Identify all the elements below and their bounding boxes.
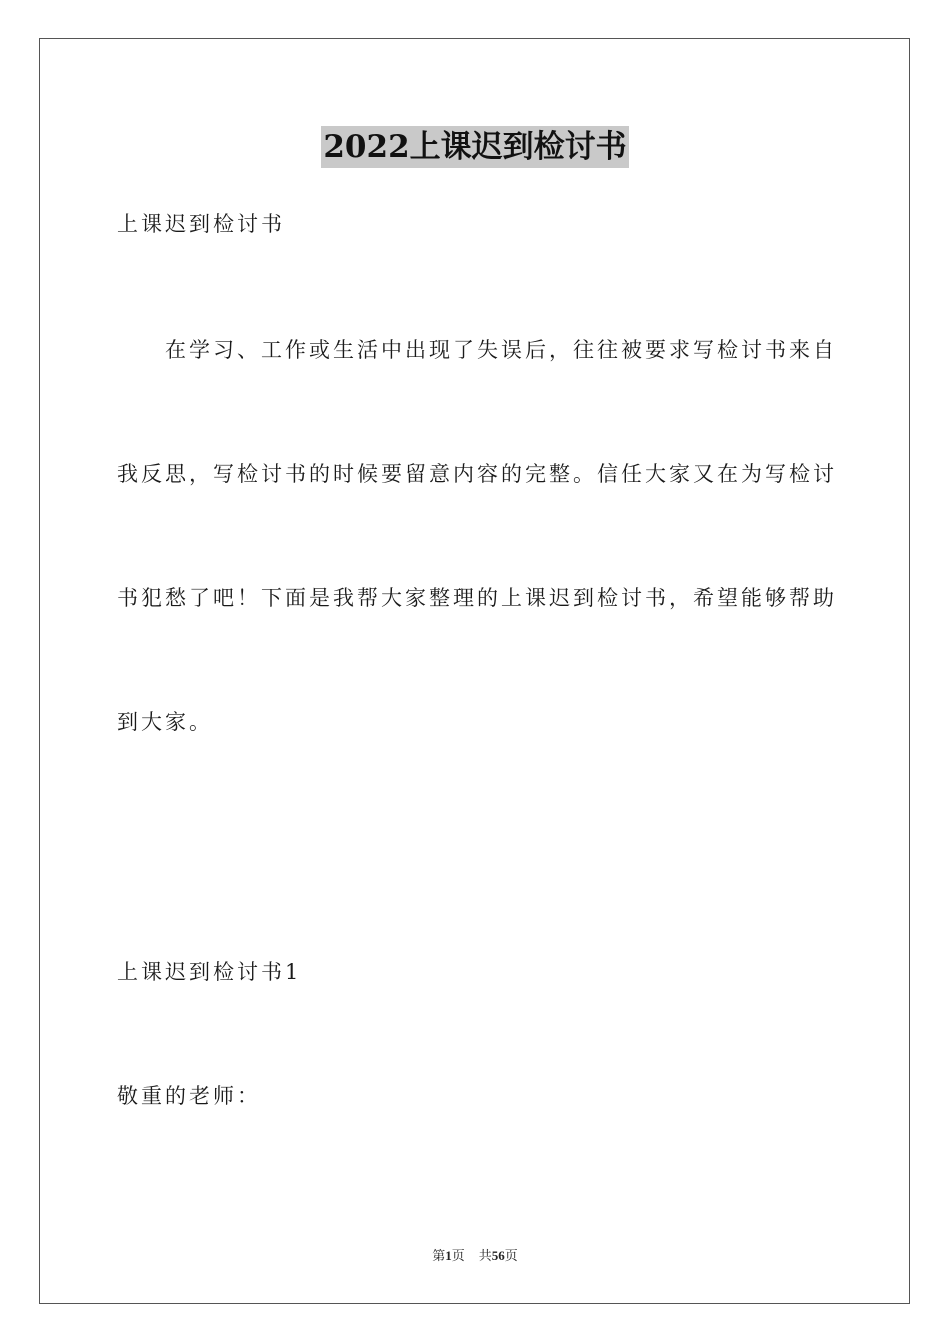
footer-page-total: 56 xyxy=(491,1248,505,1263)
intro-line-4: 到大家。 xyxy=(117,710,213,734)
footer-page-suffix: 页 xyxy=(451,1248,465,1263)
intro-line-2: 我反思，写检讨书的时候要留意内容的完整。信任大家又在为写检讨 xyxy=(117,462,837,486)
section-heading: 上课迟到检讨书1 xyxy=(117,960,302,984)
intro-line-3: 书犯愁了吧！下面是我帮大家整理的上课迟到检讨书，希望能够帮助 xyxy=(117,586,837,610)
footer-page-current: 1 xyxy=(445,1248,452,1263)
footer-page-prefix: 第 xyxy=(432,1248,446,1263)
footer-total-suffix: 页 xyxy=(504,1248,518,1263)
footer-total-prefix: 共 xyxy=(478,1248,492,1263)
document-title: 2022上课迟到检讨书 xyxy=(321,126,628,168)
page-footer xyxy=(0,1247,950,1265)
salutation: 敬重的老师： xyxy=(117,1084,261,1108)
title-container xyxy=(0,126,950,168)
intro-line-1: 在学习、工作或生活中出现了失误后，往往被要求写检讨书来自 xyxy=(165,338,837,362)
document-subtitle: 上课迟到检讨书 xyxy=(117,212,285,236)
